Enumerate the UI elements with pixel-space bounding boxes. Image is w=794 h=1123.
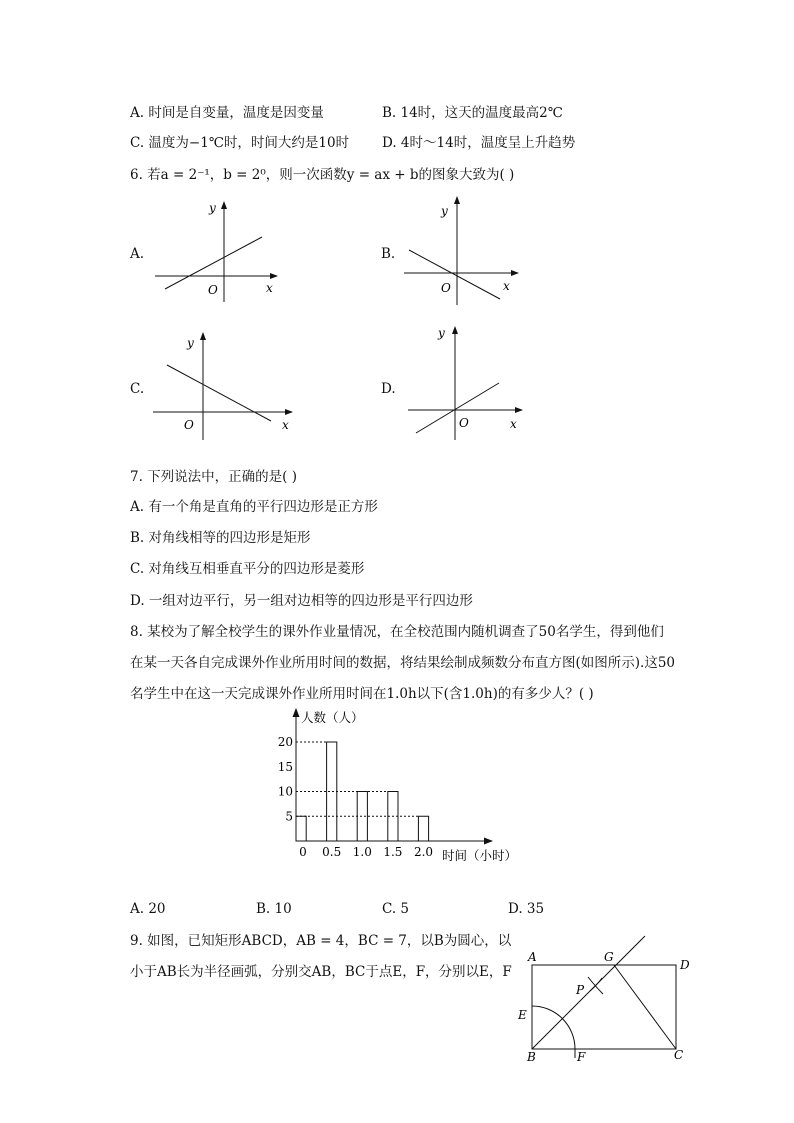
- x-tick-label: 0.5: [322, 845, 342, 859]
- point-g-label: G: [604, 950, 614, 964]
- bisector-line: [532, 936, 645, 1049]
- q8-option-d: D. 35: [508, 901, 545, 917]
- q6-label-c: C.: [130, 381, 145, 397]
- x-tick-label: 1.0: [352, 845, 372, 859]
- segment-gc: [614, 965, 676, 1049]
- point-e-label: E: [518, 1008, 527, 1022]
- q8-option-a: A. 20: [130, 901, 166, 917]
- q7-option-c: C. 对角线互相垂直平分的四边形是菱形: [130, 561, 365, 577]
- y-tick-label: 5: [285, 809, 293, 824]
- q7-option-b: B. 对角线相等的四边形是矩形: [130, 530, 311, 546]
- y-tick-label: 10: [277, 784, 293, 799]
- q5-option-c: C. 温度为−1℃时，时间大约是10时: [130, 135, 350, 151]
- point-p-label: P: [576, 983, 585, 997]
- q5-option-d: D. 4时～14时，温度呈上升趋势: [382, 135, 576, 151]
- x-axis-title: 时间（小时）: [442, 848, 518, 863]
- x-label: x: [503, 279, 510, 293]
- x-tick-label: 2.0: [413, 845, 434, 859]
- x-label: x: [510, 417, 517, 431]
- q6-label-b: B.: [381, 246, 396, 262]
- q9-stem-line1: 9. 如图，已知矩形ABCD，AB = 4，BC = 7，以B为圆心，以: [130, 933, 512, 949]
- point-f-label: F: [577, 1050, 586, 1064]
- x-label: x: [282, 418, 289, 432]
- q6-label-a: A.: [130, 246, 145, 262]
- y-label: y: [438, 326, 445, 340]
- point-a-label: A: [528, 950, 537, 964]
- q8-option-b: B. 10: [256, 901, 292, 917]
- q5-option-b: B. 14时，这天的温度最高2℃: [382, 105, 563, 121]
- q7-option-d: D. 一组对边平行，另一组对边相等的四边形是平行四边形: [130, 593, 473, 609]
- q6-stem: 6. 若a = 2⁻¹，b = 2⁰，则一次函数y = ax + b的图象大致为( ): [130, 167, 515, 183]
- y-label: y: [441, 204, 448, 218]
- point-d-label: D: [680, 958, 690, 972]
- q8-stem-line1: 8. 某校为了解全校学生的课外作业量情况，在全校范围内随机调查了50名学生，得到他们: [130, 624, 664, 640]
- q7-option-a: A. 有一个角是直角的平行四边形是正方形: [130, 499, 378, 515]
- origin-label: O: [459, 416, 469, 430]
- origin-label: O: [208, 283, 218, 297]
- y-tick-label: 15: [277, 759, 293, 774]
- x-tick-label: 0: [299, 845, 307, 859]
- q8-option-c: C. 5: [382, 901, 410, 917]
- y-tick-label: 20: [277, 735, 293, 749]
- y-label: y: [187, 336, 194, 350]
- q5-option-a: A. 时间是自变量，温度是因变量: [130, 105, 324, 121]
- point-b-label: B: [527, 1050, 536, 1064]
- q9-stem-line2: 小于AB长为半径画弧，分别交AB，BC于点E，F，分别以E，F: [130, 964, 512, 980]
- q7-stem: 7. 下列说法中，正确的是( ): [130, 469, 297, 485]
- x-tick-label: 1.5: [383, 845, 403, 859]
- q8-stem-line2: 在某一天各自完成课外作业所用时间的数据，将结果绘制成频数分布直方图(如图所示).这50: [130, 655, 676, 671]
- y-axis-title: 人数（人）: [301, 710, 364, 725]
- point-c-label: C: [674, 1048, 684, 1062]
- q8-stem-line3: 名学生中在这一天完成课外作业所用时间在1.0h以下(含1.0h)的有多少人？( ): [130, 686, 594, 702]
- q6-label-d: D.: [381, 381, 396, 397]
- origin-label: O: [441, 281, 451, 295]
- y-label: y: [209, 201, 216, 215]
- origin-label: O: [184, 418, 194, 432]
- x-label: x: [266, 281, 273, 295]
